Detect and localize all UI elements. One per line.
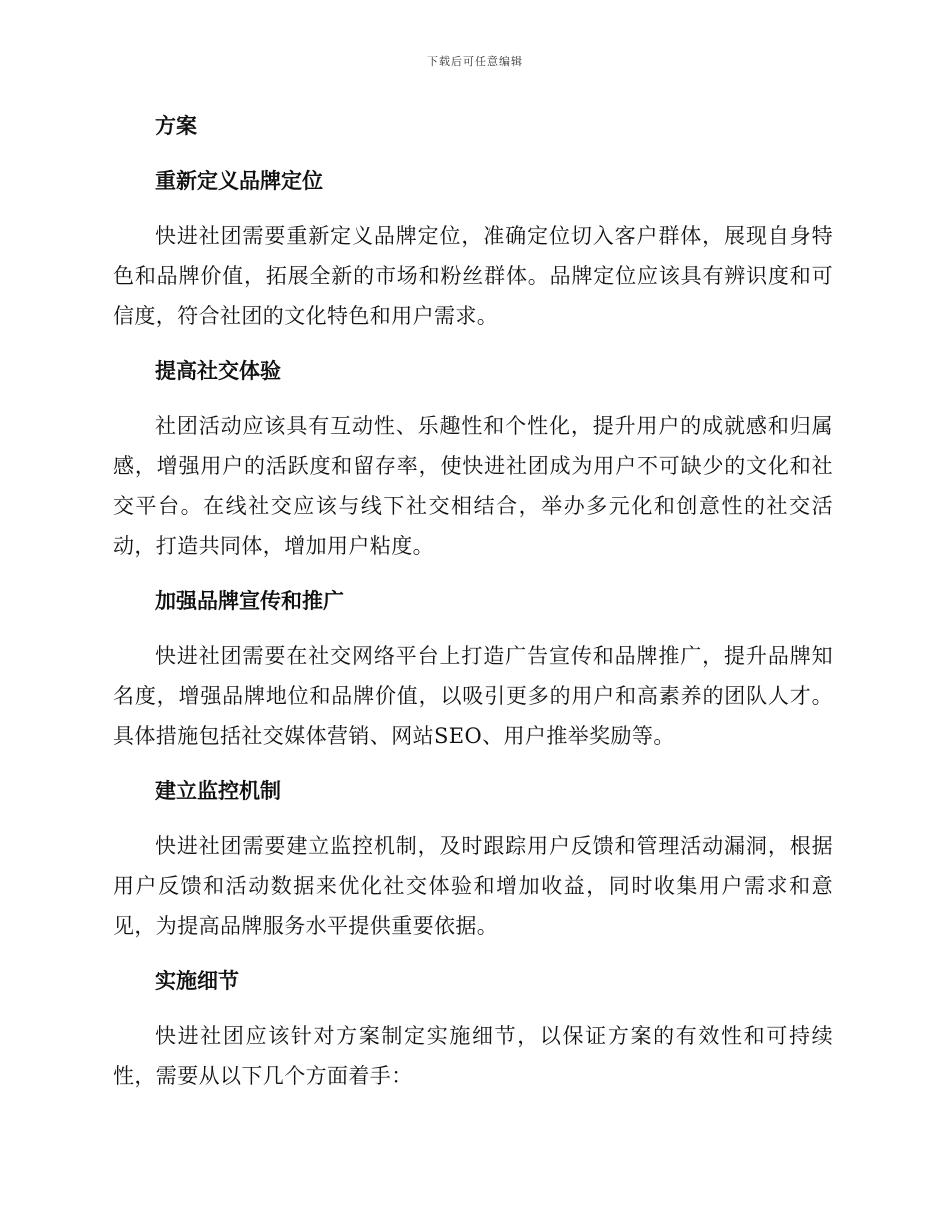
section-title: 方案 [155, 114, 197, 138]
paragraph-social-experience: 社团活动应该具有互动性、乐趣性和个性化，提升用户的成就感和归属感，增强用户的活跃度和留存率，使快进社团成为用户不可缺少的文化和社交平台。在线社交应该与线下社交相结合，举办多元化和创意性的社交活动，打造共同体，增加用户粘度。 [113, 414, 833, 558]
subsection-heading-brand-promotion: 加强品牌宣传和推广 [155, 589, 344, 613]
subsection-heading-brand-positioning: 重新定义品牌定位 [155, 169, 323, 193]
document-body [113, 106, 833, 1111]
subsection-heading-monitoring: 建立监控机制 [155, 779, 281, 803]
paragraph-implementation: 快进社团应该针对方案制定实施细节，以保证方案的有效性和可持续性，需要从以下几个方面着手： [113, 1024, 833, 1088]
paragraph-brand-promotion: 快进社团需要在社交网络平台上打造广告宣传和品牌推广，提升品牌知名度，增强品牌地位和品牌价值，以吸引更多的用户和高素养的团队人才。具体措施包括社交媒体营销、网站SEO、用户推举奖励等。 [113, 644, 833, 748]
subsection-heading-implementation: 实施细节 [155, 969, 239, 993]
subsection-heading-social-experience: 提高社交体验 [155, 359, 281, 383]
page-header-note: 下载后可任意编辑 [427, 55, 523, 68]
paragraph-monitoring: 快进社团需要建立监控机制，及时跟踪用户反馈和管理活动漏洞，根据用户反馈和活动数据来优化社交体验和增加收益，同时收集用户需求和意见，为提高品牌服务水平提供重要依据。 [113, 834, 833, 938]
paragraph-brand-positioning: 快进社团需要重新定义品牌定位，准确定位切入客户群体，展现自身特色和品牌价值，拓展全新的市场和粉丝群体。品牌定位应该具有辨识度和可信度，符合社团的文化特色和用户需求。 [113, 224, 833, 328]
